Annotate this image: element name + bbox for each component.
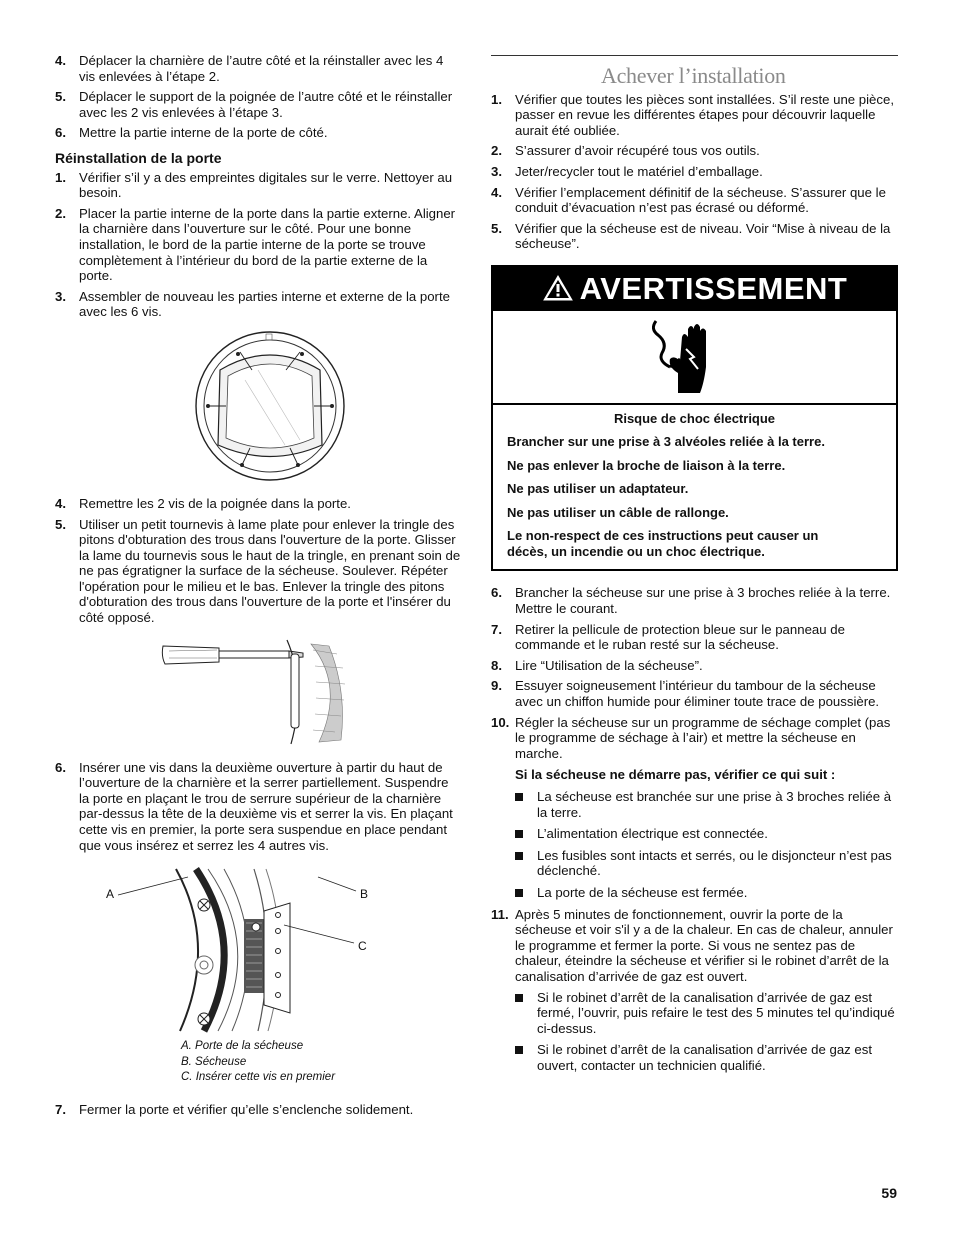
bullet-square-icon [515, 889, 523, 897]
caption-b: B. Sécheuse [181, 1055, 247, 1068]
list-item: 4. Vérifier l’emplacement définitif de la sécheuse. S’assurer que le conduit d’évacuation n’est pas écrasé ou déformé. [491, 184, 886, 216]
callout-c-label: C [358, 939, 367, 954]
bullet-item: La porte de la sécheuse est fermée. [491, 885, 898, 901]
caption-a: A. Porte de la sécheuse [181, 1040, 304, 1053]
list-item: 1. Vérifier s’il y a des empreintes digitales sur le verre. Nettoyer au besoin. [55, 169, 453, 201]
page-number: 59 [881, 1185, 897, 1201]
section-heading: Réinstallation de la porte [55, 149, 222, 166]
list-item: 11. Après 5 minutes de fonctionnement, ouvrir la porte de la sécheuse et voir s'il y a de la chaleur. En cas de chaleur, annuler le programme et fermer la porte. Si vous ne sentez pas de chaleur, éteindre la sécheuse et vérifier si le robinet d’arrêt de la canalisation d’arrivée de gaz est ouvert. [491, 906, 893, 984]
list-item: 1. Vérifier que toutes les pièces sont installées. S’il reste une pièce, passer en revue les différentes étapes pour découvrir laquelle aurait été oubliée. [491, 91, 894, 138]
hinge-svg [96, 865, 396, 1033]
steps-b [55, 170, 461, 320]
figure-captions [55, 1039, 461, 1086]
bullet-square-icon [515, 994, 523, 1002]
list-item: 9. Essuyer soigneusement l’intérieur du tambour de la sécheuse avec un chiffon humide pour éliminer toute trace de poussière. [491, 678, 880, 709]
list-item: 3. Jeter/recycler tout le matériel d’emballage. [491, 163, 763, 179]
section-divider [491, 55, 898, 56]
list-item: 4. Déplacer la charnière de l’autre côté et la réinstaller avec les 4 vis enlevées à l’étape 2. [55, 53, 444, 84]
callout-a-label: A [106, 887, 115, 902]
steps-e [55, 1102, 461, 1118]
bullet-item: Les fusibles sont intacts et serrés, ou le disjoncteur n’est pas déclenché. [491, 848, 898, 879]
left-column [55, 53, 461, 1122]
shock-hand-svg [648, 317, 718, 397]
list-item: 5. Utiliser un petit tournevis à lame plate pour enlever la tringle des pitons d'obturation des trous dans l'ouverture de la porte. Glisser la lame du tournevis sous le haut de la tringle, en prenant soin de ne pas égratigner la surface de la sécheuse. Soulever. Répéter l'opération pour le milieu et le bas. Enlever la tringle des pitons d'obturation des trous dans l'ouverture de la porte et l'insérer du côté opposé. [55, 516, 461, 626]
callout-b-label: B [360, 887, 369, 902]
steps-a [491, 92, 898, 252]
door-illustration-svg [190, 330, 350, 482]
list-item: 6. Mettre la partie interne de la porte de côté. [55, 125, 328, 141]
screwdriver-svg [161, 636, 347, 748]
section-title: Achever l’installation [601, 63, 786, 88]
bullet-item: Si le robinet d’arrêt de la canalisation d’arrivée de gaz est fermé, l’ouvrir, puis refaire le test des 5 minutes tel qu’indiqué ci-dessus. [491, 990, 898, 1037]
check-heading: Si la sécheuse ne démarre pas, vérifier ce qui suit : [515, 767, 836, 783]
list-item: 4. Remettre les 2 vis de la poignée dans la porte. [55, 495, 351, 511]
bullet-square-icon [515, 1046, 523, 1054]
list-item: 6. Insérer une vis dans la deuxième ouverture à partir du haut de l’ouverture de la charnière et la serrer partiellement. Suspendre la porte en plaçant le trou de serrure supérieur de la charnière par-dessus la tête de la deuxième vis et serrer la vis. En plaçant cette vis en premier, la porte sera suspendue en place pendant que vous insérez et serrez les 4 autres vis. [55, 759, 453, 853]
screwdriver-illustration [161, 636, 347, 748]
list-item: 7. Retirer la pellicule de protection bleue sur le panneau de commande et le ruban resté sur la sécheuse. [491, 621, 845, 653]
hinge-illustration [96, 865, 396, 1033]
right-column [491, 53, 898, 1079]
bullet-item: La sécheuse est branchée sur une prise à 3 broches reliée à la terre. [491, 789, 898, 820]
bullet-square-icon [515, 793, 523, 801]
list-item: 7. Fermer la porte et vérifier qu’elle s’enclenche solidement. [55, 1101, 414, 1117]
list-item: 2. Placer la partie interne de la porte dans la partie externe. Aligner la charnière dans l’ouverture sur le côté. Pour une bonne installation, le bord de la partie interne de la porte se trouve complètement à l’intérieur du bord de la partie externe de la porte. [55, 205, 456, 284]
warning-box [491, 265, 898, 572]
warning-line: Ne pas utiliser un adaptateur. [507, 481, 689, 497]
bullet-square-icon [515, 830, 523, 838]
warning-line: Ne pas enlever la broche de liaison à la terre. [507, 457, 786, 473]
steps-a [55, 53, 461, 141]
warning-body [493, 405, 896, 570]
steps-c [55, 496, 461, 626]
bullet-item: Si le robinet d’arrêt de la canalisation d’arrivée de gaz est ouvert, contacter un technicien qualifié. [491, 1042, 898, 1073]
warning-title: AVERTISSEMENT [579, 270, 848, 306]
list-item: 5. Déplacer le support de la poignée de l’autre côté et le réinstaller avec les 2 vis enlevées à l’étape 3. [55, 89, 453, 120]
warning-line: Brancher sur une prise à 3 alvéoles reliée à la terre. [507, 434, 825, 450]
list-item: 10. Régler la sécheuse sur un programme de séchage complet (pas le programme de séchage à l’air) et mettre la sécheuse en marche. [491, 714, 891, 761]
check-list [491, 789, 898, 901]
steps-d [55, 760, 461, 854]
warning-header [493, 267, 896, 311]
caption-c: C. Insérer cette vis en premier [181, 1071, 336, 1084]
list-item: 5. Vérifier que la sécheuse est de niveau. Voir “Mise à niveau de la sécheuse”. [491, 220, 891, 252]
electric-shock-hand-icon [493, 311, 896, 405]
gas-check-list [491, 990, 898, 1074]
bullet-square-icon [515, 852, 523, 860]
steps-b [491, 585, 898, 761]
list-item: 6. Brancher la sécheuse sur une prise à 3 broches reliée à la terre. Mettre le courant. [491, 585, 891, 617]
warning-line: Ne pas utiliser un câble de rallonge. [507, 504, 729, 520]
warning-line: Le non-respect de ces instructions peut causer un décès, un incendie ou un choc électrique. [507, 528, 819, 559]
list-item: 2. S’assurer d’avoir récupéré tous vos outils. [491, 143, 760, 159]
warning-subtitle: Risque de choc électrique [613, 410, 776, 426]
warning-triangle-icon [542, 274, 574, 302]
bullet-item: L’alimentation électrique est connectée. [491, 826, 898, 842]
door-screws-illustration [190, 330, 350, 482]
list-item: 8. Lire “Utilisation de la sécheuse”. [491, 657, 703, 673]
list-item: 3. Assembler de nouveau les parties interne et externe de la porte avec les 6 vis. [55, 288, 450, 320]
